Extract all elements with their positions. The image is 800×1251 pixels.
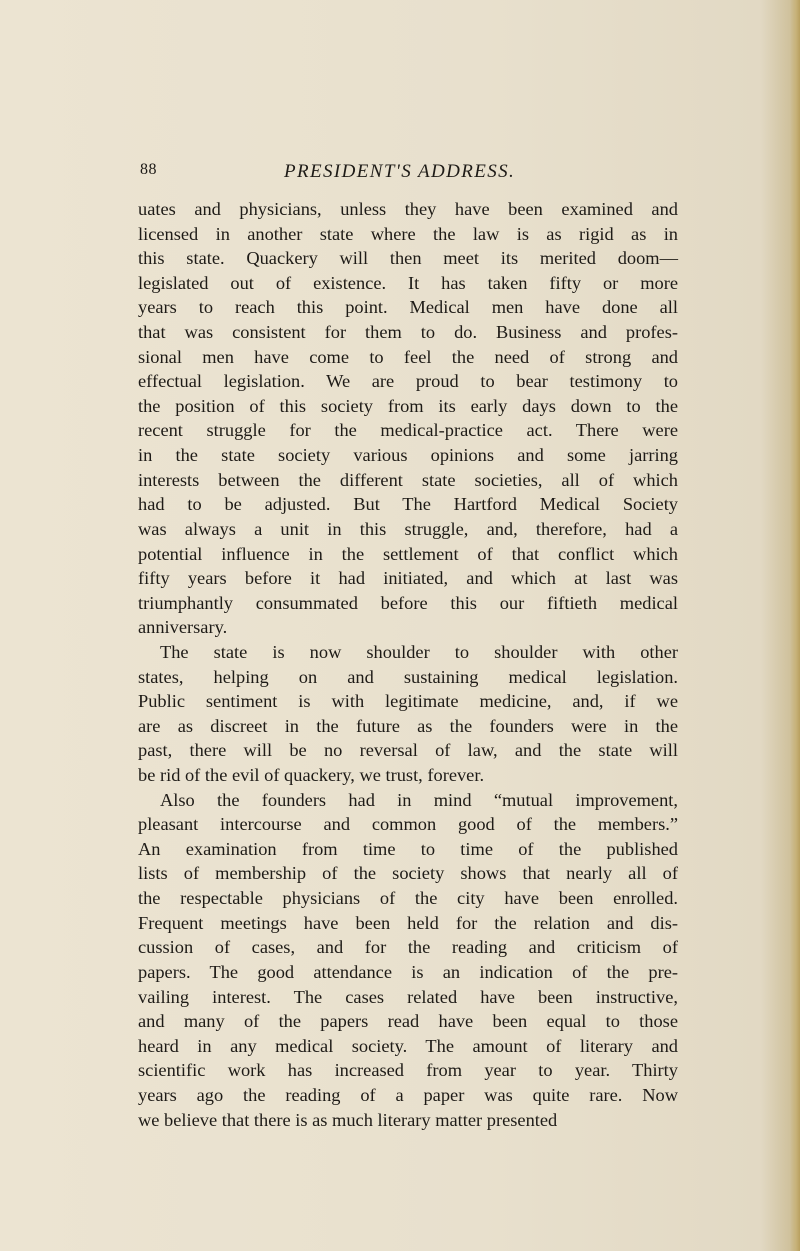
text-line: sional men have come to feel the need of strong and: [138, 346, 678, 367]
paragraph: [138, 788, 678, 1133]
text-line: Also the founders had in mind “mutual improvement,: [160, 789, 678, 810]
text-line: potential influence in the settlement of that conflict which: [138, 543, 678, 564]
text-line: be rid of the evil of quackery, we trust, forever.: [138, 765, 485, 786]
text-line: the position of this society from its early days down to the: [138, 395, 678, 416]
text-line: are as discreet in the future as the founders were in the: [138, 715, 678, 736]
text-line: years to reach this point. Medical men have done all: [138, 297, 678, 318]
text-line: the respectable physicians of the city have been enrolled.: [138, 888, 678, 909]
text-line: in the state society various opinions and some jarring: [138, 445, 678, 466]
text-line: and many of the papers read have been equal to those: [138, 1011, 678, 1032]
text-line: papers. The good attendance is an indication of the pre-: [138, 961, 678, 982]
text-line: Public sentiment is with legitimate medicine, and, if we: [138, 691, 678, 712]
text-line: lists of membership of the society shows that nearly all of: [138, 863, 678, 884]
text-line: recent struggle for the medical-practice act. There were: [138, 420, 678, 441]
text-line: anniversary.: [138, 617, 228, 638]
text-line: past, there will be no reversal of law, and the state will: [138, 740, 678, 761]
text-line: was always a unit in this struggle, and, therefore, had a: [138, 518, 678, 539]
text-line: cussion of cases, and for the reading and criticism of: [138, 937, 678, 958]
body-text: [138, 197, 678, 1132]
text-line: vailing interest. The cases related have been instructive,: [138, 986, 678, 1007]
text-line: had to be adjusted. But The Hartford Medical Society: [138, 494, 678, 515]
page-header: [140, 161, 560, 189]
text-line: Frequent meetings have been held for the relation and dis-: [138, 912, 678, 933]
text-line: fifty years before it had initiated, and which at last was: [138, 568, 678, 589]
text-line: that was consistent for them to do. Business and profes-: [138, 322, 678, 343]
text-line: The state is now shoulder to shoulder with other: [160, 641, 678, 662]
text-line: states, helping on and sustaining medical legislation.: [138, 666, 678, 687]
text-line: scientific work has increased from year to year. Thirty: [138, 1060, 678, 1081]
paragraph: [138, 640, 678, 788]
text-line: pleasant intercourse and common good of the members.”: [138, 814, 678, 835]
text-line: licensed in another state where the law is as rigid as in: [138, 223, 678, 244]
page-edge: [790, 0, 800, 1251]
text-line: we believe that there is as much literary matter presented: [138, 1109, 558, 1130]
text-line: interests between the different state societies, all of which: [138, 469, 678, 490]
page-number: 88: [140, 161, 157, 178]
text-line: An examination from time to time of the published: [138, 838, 678, 859]
text-line: triumphantly consummated before this our fiftieth medical: [138, 592, 678, 613]
text-line: this state. Quackery will then meet its merited doom—: [138, 248, 678, 269]
text-line: heard in any medical society. The amount of literary and: [138, 1035, 678, 1056]
text-line: effectual legislation. We are proud to bear testimony to: [138, 371, 678, 392]
paragraph: [138, 197, 678, 640]
text-line: years ago the reading of a paper was quite rare. Now: [138, 1084, 678, 1105]
text-line: legislated out of existence. It has taken fifty or more: [138, 272, 678, 293]
running-head: PRESIDENT'S ADDRESS.: [284, 161, 516, 182]
text-line: uates and physicians, unless they have been examined and: [138, 199, 678, 219]
